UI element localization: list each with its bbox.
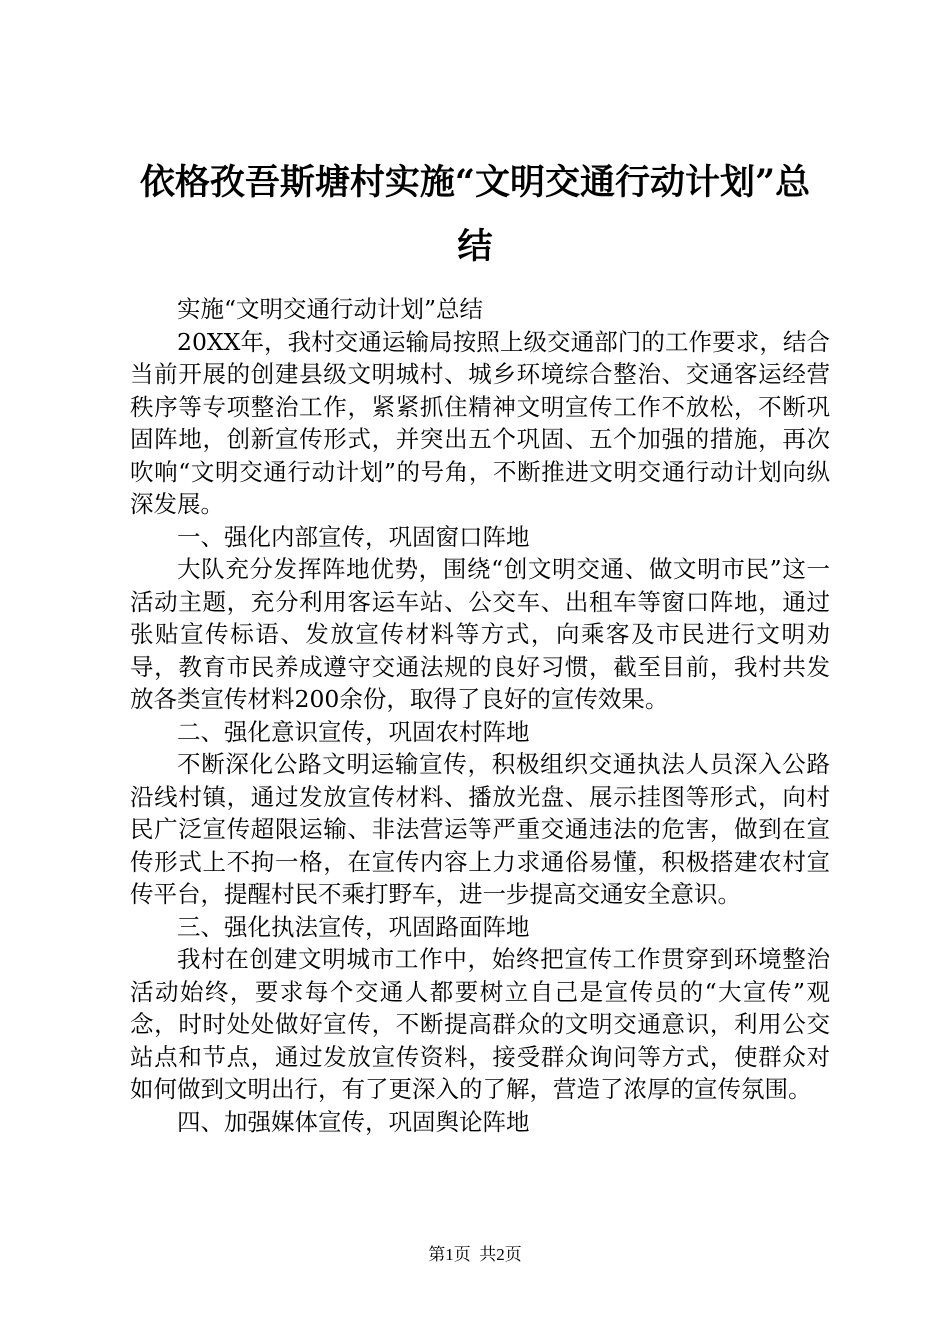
section-heading-3: 三、强化执法宣传，巩固路面阵地 (177, 912, 530, 941)
section-paragraph-3: 我村在创建文明城市工作中，始终把宣传工作贯穿到环境整治活动始终，要求每个交通人都要树立自己是宣传员的“大宣传”观念，时时处处做好宣传，不断提高群众的文明交通意识，利用公交站点和节点，通过发放宣传资料，接受群众询问等方式，使群众对如何做到文明出行，有了更深入的了解，营造了浓厚的宣传氛围。 (130, 945, 830, 1103)
document-title-line-2: 结 (457, 226, 493, 267)
intro-paragraph: 20XX年，我村交通运输局按照上级交通部门的工作要求，结合当前开展的创建县级文明城村、城乡环境综合整治、交通客运经营秩序等专项整治工作，紧紧抓住精神文明宣传工作不放松，不断巩固阵地，创新宣传形式，并突出五个巩固、五个加强的措施，再次吹响“文明交通行动计划”的号角，不断推进文明交通行动计划向纵深发展。 (130, 327, 830, 518)
document-subtitle: 实施“文明交通行动计划”总结 (177, 295, 484, 323)
page-number-footer: 第1页 共2页 (428, 1245, 522, 1264)
section-paragraph-2: 不断深化公路文明运输宣传，积极组织交通执法人员深入公路沿线村镇，通过发放宣传材料、播放光盘、展示挂图等形式，向村民广泛宣传超限运输、非法营运等严重交通违法的危害，做到在宣传形式上不拘一格，在宣传内容上力求通俗易懂，积极搭建农村宣传平台，提醒村民不乘打野车，进一步提高交通安全意识。 (130, 750, 830, 908)
document-title-line-1: 依格孜吾斯塘村实施“文明交通行动计划”总 (139, 162, 811, 203)
section-heading-2: 二、强化意识宣传，巩固农村阵地 (177, 717, 530, 746)
document-body (130, 293, 830, 1138)
section-paragraph-1: 大队充分发挥阵地优势，围绕“创文明交通、做文明市民”这一活动主题，充分利用客运车站、公交车、出租车等窗口阵地，通过张贴宣传标语、发放宣传材料等方式，向乘客及市民进行文明劝导，教育市民养成遵守交通法规的良好习惯，截至目前，我村共发放各类宣传材料200余份，取得了良好的宣传效果。 (130, 555, 830, 713)
section-heading-4: 四、加强媒体宣传，巩固舆论阵地 (177, 1107, 530, 1136)
section-heading-1: 一、强化内部宣传，巩固窗口阵地 (177, 522, 530, 551)
